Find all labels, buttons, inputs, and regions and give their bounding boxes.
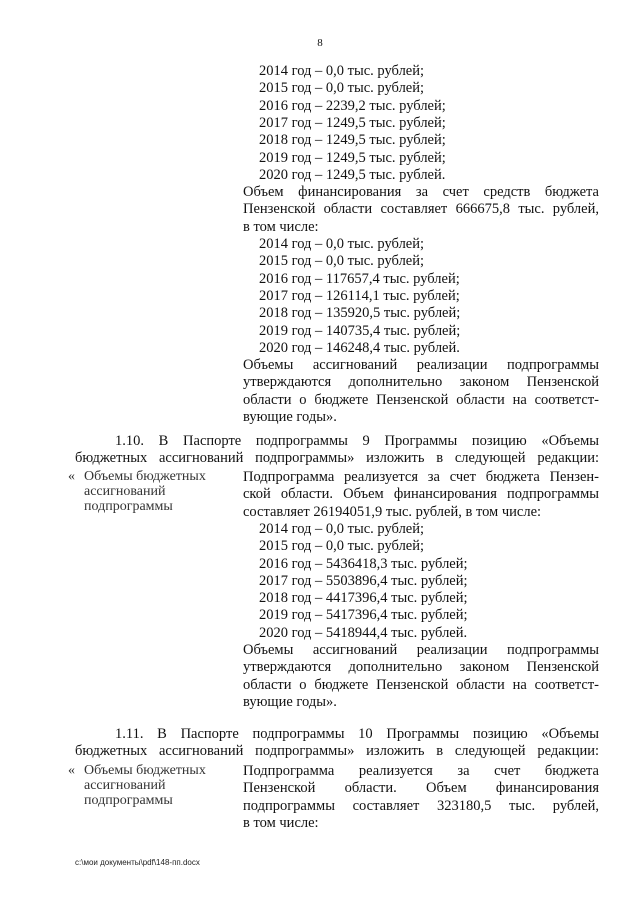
passport-label: подпрограммы (84, 499, 173, 514)
funding-year-line: 2018 год – 1249,5 тыс. рублей; (259, 132, 446, 149)
funding-year-line: 2017 год – 1249,5 тыс. рублей; (259, 114, 446, 131)
funding-year-line: 2016 год – 5436418,3 тыс. рублей; (259, 555, 468, 572)
closing-text: вующие годы». (243, 693, 337, 710)
regional-financing-text: Объем финансирования за счет средств бюджета (243, 184, 599, 201)
funding-year-line: 2019 год – 140735,4 тыс. рублей; (259, 322, 461, 339)
closing-text: Объемы ассигнований реализации подпрограммы (243, 357, 599, 374)
passport-label: ассигнований (84, 484, 166, 499)
passport-label: Объемы бюджетных (84, 469, 206, 484)
funding-year-line: 2014 год – 0,0 тыс. рублей; (259, 236, 425, 252)
closing-text: утверждаются дополнительно законом Пензенской (243, 659, 599, 676)
passport-label: Объемы бюджетных (84, 763, 206, 778)
funding-year-line: 2014 год – 0,0 тыс. рублей; (259, 520, 425, 537)
section-1-10-heading: бюджетных ассигнований подпрограммы» изложить в следующей редакции: (75, 450, 599, 467)
funding-year-line: 2020 год – 146248,4 тыс. рублей. (259, 339, 460, 356)
subprogram-intro-text: подпрограммы составляет 323180,5 тыс. рублей, (243, 797, 599, 814)
funding-year-line: 2015 год – 0,0 тыс. рублей; (259, 253, 425, 270)
quote-mark: « (68, 469, 75, 484)
funding-year-line: 2016 год – 2239,2 тыс. рублей; (259, 97, 446, 114)
funding-year-line: 2015 год – 0,0 тыс. рублей; (259, 538, 425, 555)
subprogram-intro-text: Пензенской области. Объем финансирования (243, 780, 599, 797)
page-number: 8 (317, 37, 323, 49)
funding-year-line: 2019 год – 1249,5 тыс. рублей; (259, 149, 446, 166)
subprogram-intro-text: составляет 26194051,9 тыс. рублей, в том числе: (243, 503, 542, 520)
closing-text: утверждаются дополнительно законом Пензенской (243, 374, 599, 391)
passport-label: ассигнований (84, 778, 166, 793)
funding-year-line: 2018 год – 4417396,4 тыс. рублей; (259, 590, 468, 607)
closing-text: Объемы ассигнований реализации подпрограммы (243, 642, 599, 658)
funding-year-line: 2019 год – 5417396,4 тыс. рублей; (259, 607, 468, 624)
subprogram-intro-text: ской области. Объем финансирования подпрограммы (243, 486, 599, 503)
section-1-11-heading: 1.11. В Паспорте подпрограммы 10 Программы позицию «Объемы (115, 726, 599, 742)
funding-year-line: 2015 год – 0,0 тыс. рублей; (259, 80, 425, 97)
regional-financing-text: Пензенской области составляет 666675,8 тыс. рублей, (243, 201, 599, 218)
closing-text: области о бюджете Пензенской области на соответст- (243, 391, 599, 408)
section-1-10-heading: 1.10. В Паспорте подпрограммы 9 Программы позицию «Объемы (115, 433, 599, 449)
subprogram-intro-text: Подпрограмма реализуется за счет бюджета (243, 763, 599, 779)
subprogram-intro-text: Подпрограмма реализуется за счет бюджета Пензен- (243, 469, 599, 485)
quote-mark: « (68, 763, 75, 778)
section-1-11-heading: бюджетных ассигнований подпрограммы» изложить в следующей редакции: (75, 743, 599, 760)
funding-year-line: 2014 год – 0,0 тыс. рублей; (259, 63, 425, 79)
funding-year-line: 2020 год – 1249,5 тыс. рублей. (259, 166, 446, 183)
closing-text: вующие годы». (243, 409, 337, 425)
regional-financing-text: в том числе: (243, 218, 319, 235)
subprogram-intro-text: в том числе: (243, 814, 319, 831)
funding-year-line: 2017 год – 126114,1 тыс. рублей; (259, 287, 460, 304)
closing-text: области о бюджете Пензенской области на соответст- (243, 676, 599, 693)
funding-year-line: 2017 год – 5503896,4 тыс. рублей; (259, 572, 468, 589)
funding-year-line: 2016 год – 117657,4 тыс. рублей; (259, 270, 460, 287)
funding-year-line: 2020 год – 5418944,4 тыс. рублей. (259, 624, 468, 641)
passport-label: подпрограммы (84, 793, 173, 808)
funding-year-line: 2018 год – 135920,5 тыс. рублей; (259, 305, 461, 322)
footer-file-path: c:\мои документы\pdf\148-пп.docx (75, 858, 200, 867)
